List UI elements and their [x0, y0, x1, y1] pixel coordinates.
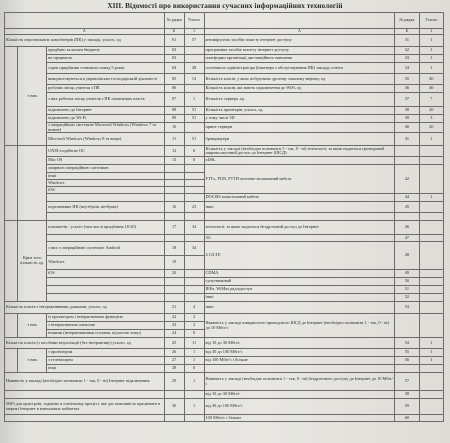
row-value: 1: [419, 35, 443, 47]
row-number: 35: [395, 74, 419, 85]
row-number: 38: [395, 107, 419, 115]
row-number: 45: [395, 202, 419, 213]
table-cell: від 30 до 100 Мбіт/с: [204, 349, 395, 357]
row-value: 57: [184, 35, 204, 47]
table-cell: [204, 365, 395, 373]
table-cell: технології, за якою надається бездротовий доступ до Інтернет: [204, 221, 395, 235]
row-number: 28: [164, 365, 184, 373]
table-cell: інші: [204, 202, 395, 213]
row-number: 34: [395, 63, 419, 74]
table-cell: 3G: [204, 235, 395, 242]
group-label-mobile: Крім того кількість од.: [18, 221, 47, 302]
table-cell: інші: [204, 294, 395, 302]
row-number: 39: [395, 115, 419, 123]
row-value: 38: [184, 63, 204, 74]
row-value: 34: [184, 221, 204, 235]
row-number: 44: [395, 194, 419, 202]
row-value: 1: [184, 399, 204, 415]
row-number: 05: [164, 74, 184, 85]
table-cell: з них робочих місць учителя з ПК початкових класів: [47, 93, 165, 107]
row-number: 57: [395, 373, 419, 391]
row-value: 0: [184, 365, 204, 373]
table-cell: FTTx, PON, FTTH оптично-волоконний кабель: [204, 165, 395, 194]
header-row-no-2: № рядка: [395, 13, 419, 29]
row-value: 1: [184, 349, 204, 357]
row-number: 16: [164, 202, 184, 213]
row-number: 01: [164, 35, 184, 47]
row-number: 48: [395, 242, 419, 270]
table-cell: DOCSIS коаксіальний кабель: [204, 194, 395, 202]
table-cell: підключено до Інтернет: [47, 107, 165, 115]
row-value: 1: [184, 93, 204, 107]
row-number: 60: [395, 415, 419, 422]
table-cell: Кількість сервера, од: [204, 93, 395, 107]
table-cell: використовуються в управлінсько-господарській діяльності: [47, 74, 165, 85]
table-cell: [47, 194, 165, 202]
table-cell: [47, 286, 165, 294]
table-cell: UNIX-подібною ОС: [47, 146, 165, 157]
row-value: 4: [184, 302, 204, 314]
row-number: 52: [395, 294, 419, 302]
row-value: 7: [419, 93, 443, 107]
table-cell: не працюють: [47, 55, 165, 63]
table-cell: принт-сервери: [204, 123, 395, 133]
row-number: 02: [164, 47, 184, 55]
row-number: 36: [395, 85, 419, 93]
header-letter-b-2: Б: [395, 29, 419, 35]
row-number: 32: [395, 47, 419, 55]
table-cell: Наявність у закладі (необхідно позначити 1 - так, 0 - ні) Інтернет підключення: [5, 373, 165, 391]
row-number: 31: [395, 35, 419, 47]
row-number: 23: [164, 322, 184, 330]
row-number: 13: [164, 157, 184, 165]
table-cell: з проектором: [47, 349, 165, 357]
table-cell: Windows: [47, 256, 165, 270]
table-cell: підключено до Wi-Fi: [47, 115, 165, 123]
table-cell: програмних засобів захисту інтернет доступу: [204, 47, 395, 55]
row-number: 08: [164, 107, 184, 115]
row-number: 18: [164, 242, 184, 256]
row-number: 12: [164, 146, 184, 157]
table-cell: у тому числі 3D: [204, 115, 395, 123]
row-value: 20: [419, 107, 443, 115]
row-number: 40: [395, 123, 419, 133]
table-cell: системного адміністратора (інженера з обслуговування ПК) закладу освіти: [204, 63, 395, 74]
row-number: 24: [164, 330, 184, 338]
row-number: 19: [164, 256, 184, 270]
table-cell: WiFi для пристроїв, задіяних в освітньому процесі, яке дає можливість працювати в мережі Інтернет в навчальних кабінетах: [5, 399, 165, 415]
row-value: 2: [184, 322, 204, 330]
table-cell: інші: [47, 173, 165, 180]
table-cell: від 10 до 30 Мбіт/с: [204, 391, 395, 399]
table-cell: Кількість класів з інтерактивними дошками, усього, од: [5, 302, 165, 314]
page-title: XIII. Відомості про використання сучасних інформаційних технологій: [107, 2, 343, 10]
table-cell: IEEе, WiMax радіодоступ: [204, 286, 395, 294]
row-number: 46: [395, 221, 419, 235]
header-row-no: № рядка: [164, 13, 184, 29]
table-cell: Кількість класів, у яких побудовано дротову локальну мережу, од: [204, 74, 395, 85]
row-number: 49: [395, 270, 419, 278]
table-cell: хмарною операційною системою: [47, 165, 165, 173]
row-number: 56: [395, 357, 419, 365]
table-cell: 100 Мбіт/с і більше: [204, 415, 395, 422]
table-cell: брандмауери: [204, 133, 395, 146]
table-cell: інші: [47, 365, 165, 373]
table-cell: Кількість принтерів, усього, од: [204, 107, 395, 115]
table-cell: із проектором і інтерактивною функцією: [47, 314, 165, 322]
table-cell: Кількість у закладі (необхідно позначити 1 - так, 0 - ні) технології, за якою надається проводовий широкосмуговий доступ до Інтернет (ШСД): [204, 146, 395, 157]
blank-cell: [5, 47, 18, 146]
header-letter-b: Б: [164, 29, 184, 35]
header-total: Усього: [184, 13, 204, 29]
table-cell: планшетів - усього (тим числі придбання 18-20): [47, 221, 165, 235]
row-value: 1: [419, 47, 443, 55]
table-cell: від 10 до 30 Мбіт/с: [204, 338, 395, 349]
technology-table: [4, 12, 444, 422]
table-cell: CDMA: [204, 270, 395, 278]
table-cell: Microsoft Windows (Windows 8 та вище): [47, 133, 165, 146]
table-cell: з операційною системою Microsoft Windows (Windows 7 та нижче): [47, 123, 165, 133]
row-value: 40: [419, 74, 443, 85]
table-cell: від 100 Мбіт/с і більше: [204, 357, 395, 365]
row-value: 3: [419, 115, 443, 123]
row-number: 04: [164, 63, 184, 74]
row-number: 55: [395, 349, 419, 357]
table-cell: Наявність у закладі швидкісного проводового ШСД до Інтернет (необхідно позначити 1 - так, 0 - ні) до 10 Мбіт/с: [204, 314, 395, 338]
row-number: 50: [395, 278, 419, 286]
header-letter-a-2: А: [204, 29, 395, 35]
row-value: 1: [184, 357, 204, 365]
table-cell: iOS: [47, 270, 165, 278]
row-number: 59: [395, 399, 419, 415]
table-cell: іншими (інтерактивними столами, підлогою тощо): [47, 330, 165, 338]
table-cell: супутниковий: [204, 278, 395, 286]
table-cell: придбано за кошти бюджету: [47, 47, 165, 55]
row-number: 58: [395, 391, 419, 399]
header-letter-a: А: [5, 29, 165, 35]
row-value: 51: [184, 115, 204, 123]
row-number: 06: [164, 85, 184, 93]
table-cell: Windows: [47, 180, 165, 187]
row-number: 17: [164, 221, 184, 235]
group-label-all: з них: [18, 47, 47, 146]
row-value: 40: [419, 85, 443, 93]
row-value: 0: [184, 157, 204, 165]
row-number: 54: [395, 338, 419, 349]
row-number: 21: [164, 302, 184, 314]
table-cell: Кількість персональних комп'ютерів (ПК) у закладі, усього, од: [5, 35, 165, 47]
header-col-1-2: 1: [419, 29, 443, 35]
row-number: 07: [164, 93, 184, 107]
group-label-of-them-2: з них: [18, 349, 47, 373]
table-cell: Mac OS: [47, 157, 165, 165]
row-number: 03: [164, 55, 184, 63]
row-number: 09: [164, 115, 184, 123]
row-number: 10: [164, 123, 184, 133]
table-cell: платформи організації дистанційного навчання: [204, 55, 395, 63]
table-cell: xDSL: [204, 157, 395, 165]
row-value: 11: [184, 338, 204, 349]
row-number: 25: [164, 338, 184, 349]
table-cell: інші: [204, 302, 395, 314]
row-value: 1: [419, 194, 443, 202]
row-value: 2: [184, 314, 204, 322]
table-cell: Кількість класів, які мають підключення до WiFi, од: [204, 85, 395, 93]
row-number: 47: [395, 235, 419, 242]
row-value: 1: [419, 338, 443, 349]
row-value: 6: [184, 146, 204, 157]
row-number: 37: [395, 93, 419, 107]
row-value: 1: [419, 133, 443, 146]
table-cell: робочих місць учителя з ПК: [47, 85, 165, 93]
row-value: 1: [184, 373, 204, 391]
row-number: 51: [395, 286, 419, 294]
table-cell: [47, 278, 165, 286]
row-number: 20: [164, 270, 184, 278]
row-value: 34: [184, 242, 204, 256]
row-value: 51: [184, 107, 204, 115]
group-label-of-them: з них: [18, 314, 47, 338]
row-number: 11: [164, 133, 184, 146]
row-value: 1: [419, 63, 443, 74]
table-cell: з інтерактивною панеллю: [47, 322, 165, 330]
header-col-1: 1: [184, 29, 204, 35]
row-number: 27: [164, 357, 184, 365]
table-cell: з них з операційною системою Android: [47, 242, 165, 256]
table-cell: антивірусних засобів захисту інтернет доступу: [204, 35, 395, 47]
table-cell: Кількість класів (з засобами візуалізації (без інтерактиву) усього, од: [5, 338, 165, 349]
row-value: 23: [184, 202, 204, 213]
row-value: 1: [419, 349, 443, 357]
row-value: 1: [419, 357, 443, 365]
header-total-2: Усього: [419, 13, 443, 29]
table-cell: з телевізором: [47, 357, 165, 365]
row-number: 30: [164, 399, 184, 415]
row-value: 1: [419, 55, 443, 63]
row-value: [419, 202, 443, 213]
row-number: 22: [164, 314, 184, 322]
row-number: 29: [164, 373, 184, 391]
row-number: 41: [395, 133, 419, 146]
table-cell: Наявність у закладі (необхідно позначити 1 - так, 0 - ні) бездротового доступу до Інтернет до 10 Мбіт/с: [204, 373, 395, 391]
row-value: 13: [184, 74, 204, 85]
row-number: 42: [395, 165, 419, 194]
row-value: 51: [184, 133, 204, 146]
row-value: 0: [184, 330, 204, 338]
row-number: 26: [164, 349, 184, 357]
table-cell: від 30 до 100 Мбіт/с: [204, 399, 395, 415]
table-cell: 4 G/LTE: [204, 242, 395, 270]
table-cell: iOS: [47, 187, 165, 194]
table-cell: строк придбання становить понад 5 років: [47, 63, 165, 74]
row-value: 20: [419, 123, 443, 133]
table-cell: портативних ПК (ноутбуків, нетбуків): [47, 202, 165, 213]
row-number: 33: [395, 55, 419, 63]
row-number: 53: [395, 302, 419, 314]
